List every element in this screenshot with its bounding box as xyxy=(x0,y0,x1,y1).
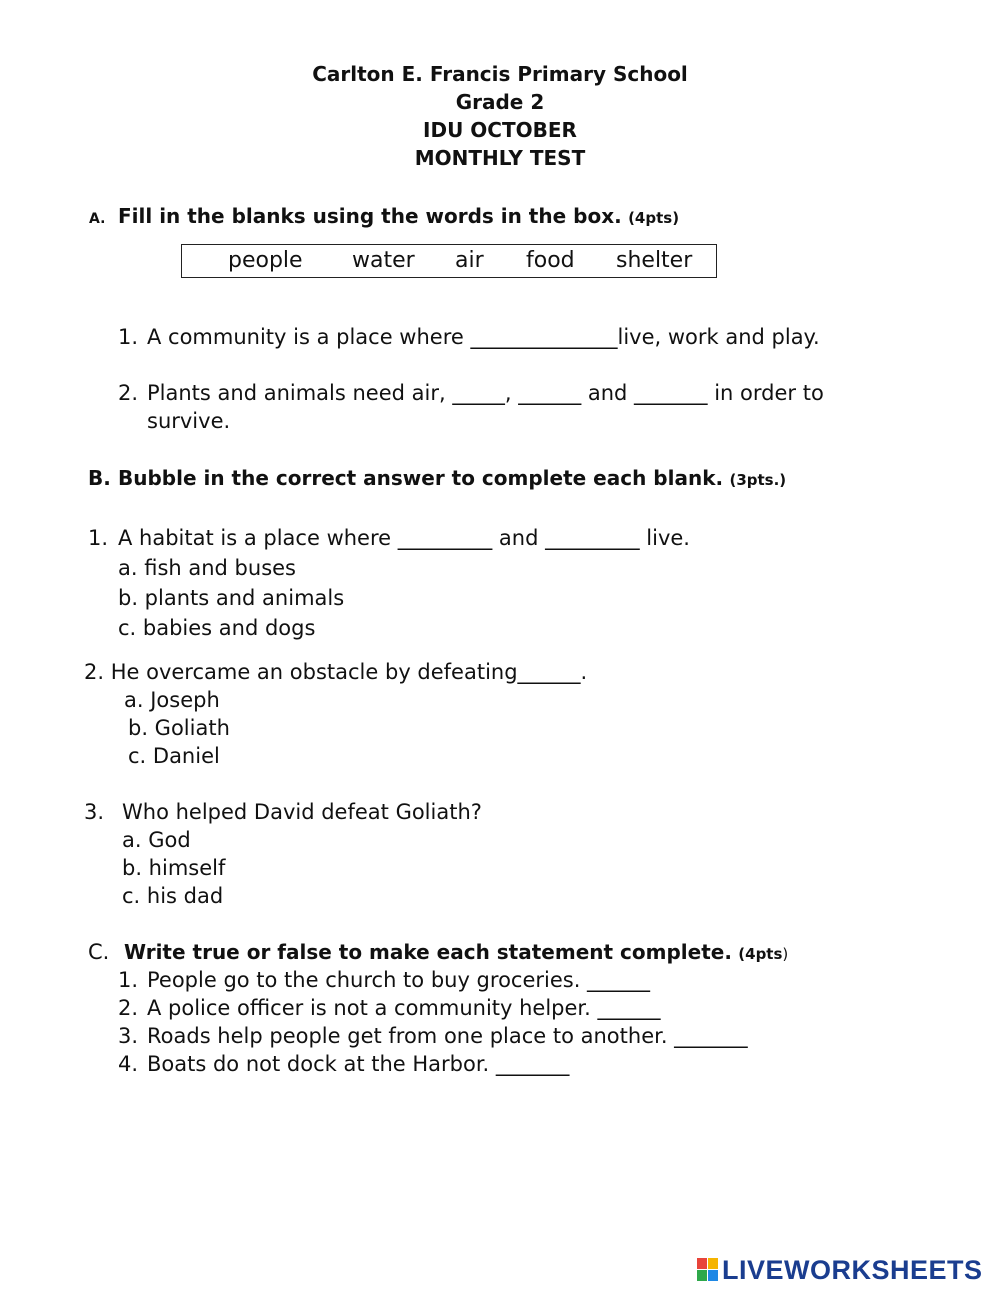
section-c-points: (4pts xyxy=(738,945,783,963)
word-box-item: shelter xyxy=(616,248,693,273)
answer-option: c. his dad xyxy=(122,884,224,908)
question-text: Plants and animals need air, _____, ______ and _______ in order to xyxy=(147,381,824,405)
section-b-marker: B. xyxy=(88,466,111,490)
section-a-heading xyxy=(118,204,679,228)
section-b-heading xyxy=(118,466,786,490)
question-text: A habitat is a place where _________ and _________ live. xyxy=(118,526,690,550)
statement-text: A police officer is not a community helper. ______ xyxy=(147,996,661,1020)
test-title: MONTHLY TEST xyxy=(414,146,586,170)
statement-number: 1. xyxy=(118,968,139,992)
question-number: 3. xyxy=(84,800,105,824)
statement-text: Roads help people get from one place to another. _______ xyxy=(147,1024,748,1048)
answer-option: b. Goliath xyxy=(128,716,230,740)
answer-option: a. fish and buses xyxy=(118,556,296,580)
question-text: A community is a place where ______________live, work and play. xyxy=(147,325,820,349)
section-c-title: Write true or false to make each statement complete. xyxy=(124,940,732,964)
section-c-points-close: ) xyxy=(782,945,789,963)
word-box xyxy=(181,244,717,278)
school-name: Carlton E. Francis Primary School xyxy=(312,62,688,86)
question-number: 2. xyxy=(118,381,139,405)
word-box-item: people xyxy=(228,248,303,273)
logo-block xyxy=(708,1258,718,1269)
logo-block xyxy=(708,1270,718,1281)
statement-number: 2. xyxy=(118,996,139,1020)
word-box-item: water xyxy=(352,248,415,273)
question-number: 1. xyxy=(118,325,139,349)
word-box-item: food xyxy=(526,248,575,273)
logo-block xyxy=(697,1258,707,1269)
question-text-continued: survive. xyxy=(147,409,231,433)
statement-number: 4. xyxy=(118,1052,139,1076)
question-text: 2. He overcame an obstacle by defeating______. xyxy=(84,660,588,684)
answer-option: c. Daniel xyxy=(128,744,220,768)
unit-label: IDU OCTOBER xyxy=(423,118,577,142)
question-number: 1. xyxy=(88,526,109,550)
section-a-marker: A. xyxy=(89,211,106,227)
liveworksheets-mark-icon xyxy=(697,1258,719,1282)
answer-option: b. himself xyxy=(122,856,226,880)
answer-option: c. babies and dogs xyxy=(118,616,316,640)
logo-block xyxy=(697,1270,707,1281)
statement-text: People go to the church to buy groceries. ______ xyxy=(147,968,651,992)
answer-option: b. plants and animals xyxy=(118,586,345,610)
section-b-points: (3pts.) xyxy=(729,471,787,489)
section-c-marker: C. xyxy=(88,940,110,964)
brand-name: LIVEWORKSHEETS xyxy=(722,1255,983,1285)
answer-option: a. Joseph xyxy=(124,688,220,712)
section-c-heading xyxy=(124,940,788,964)
word-box-item: air xyxy=(455,248,484,273)
section-a-points: (4pts) xyxy=(628,209,680,227)
grade-label: Grade 2 xyxy=(455,90,545,114)
section-b-title: Bubble in the correct answer to complete each blank. xyxy=(118,466,724,490)
statement-number: 3. xyxy=(118,1024,139,1048)
question-text: Who helped David defeat Goliath? xyxy=(122,800,482,824)
section-a-title: Fill in the blanks using the words in the box. xyxy=(118,204,622,228)
answer-option: a. God xyxy=(122,828,191,852)
statement-text: Boats do not dock at the Harbor. _______ xyxy=(147,1052,570,1076)
